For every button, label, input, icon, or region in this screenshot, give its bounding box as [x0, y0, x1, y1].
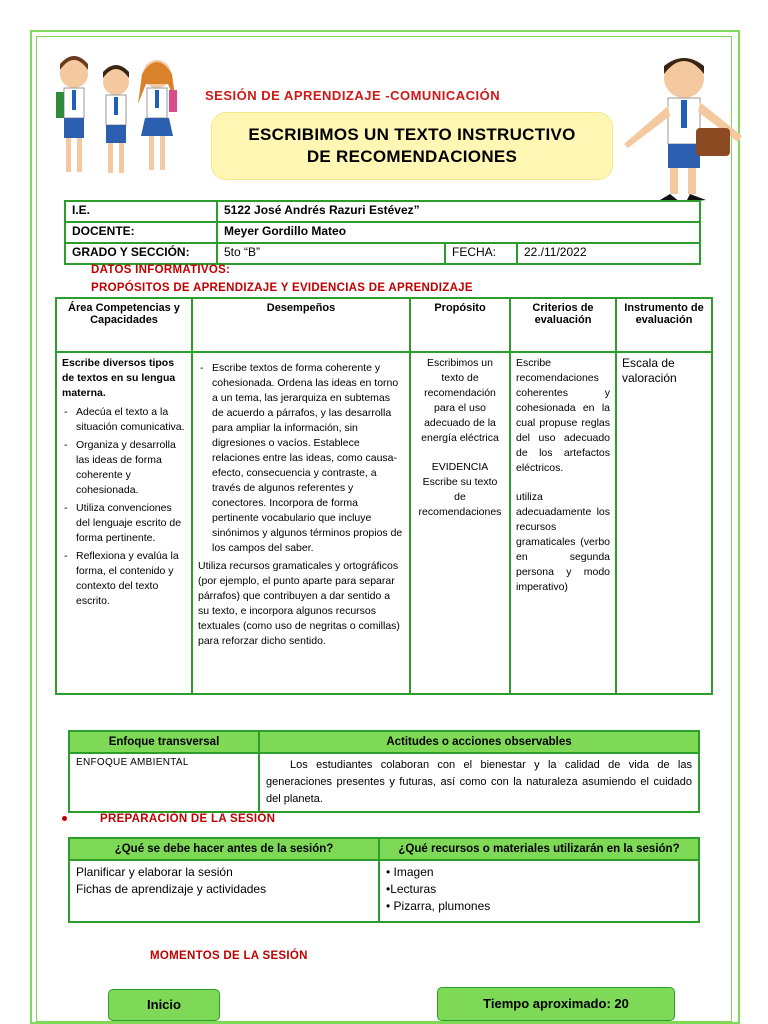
enfoque-value: ENFOQUE AMBIENTAL	[69, 753, 259, 812]
col-proposito: Propósito	[410, 298, 510, 352]
session-title-box	[212, 113, 612, 179]
ie-value: 5122 José Andrés Razuri Estévez”	[217, 201, 700, 222]
capacidad-item: - Organiza y desarrolla las ideas de forma coherente y cohesionada.	[76, 438, 186, 498]
grado-label: GRADO Y SECCIÓN:	[65, 243, 217, 264]
antes-item: Planificar y elaborar la sesión	[76, 865, 233, 879]
preparacion-heading: PREPARACIÓN DE LA SESIÓN	[100, 813, 276, 825]
ie-label: I.E.	[65, 201, 217, 222]
purpose-table	[55, 297, 713, 695]
recurso-item: •Lecturas	[386, 882, 437, 896]
evidencia-text: Escribe su texto de recomendaciones	[418, 476, 502, 518]
criterio-1: Escribe recomendaciones coherentes y cohesionada en la cual propuse reglas del uso adecuado de los artefactos eléctricos.	[516, 357, 610, 474]
students-illustration	[44, 44, 194, 184]
docente-value: Meyer Gordillo Mateo	[217, 222, 700, 243]
recurso-item: • Pizarra, plumones	[386, 899, 491, 913]
recursos-cell	[379, 860, 699, 922]
instrumento-cell: Escala de valoración	[616, 352, 712, 694]
enfoque-table	[68, 730, 700, 813]
col-area: Área Competencias y Capacidades	[56, 298, 192, 352]
capacidad-item: - Utiliza convenciones del lenguaje escrito de forma pertinente.	[76, 501, 186, 546]
recursos-header: ¿Qué recursos o materiales utilizarán en la sesión?	[379, 838, 699, 860]
capacidad-item: - Reflexiona y evalúa la forma, el contenido y contexto del texto escrito.	[76, 549, 186, 609]
desempeno-item: - Escribe textos de forma coherente y cohesionada. Ordena las ideas en torno a un tema, las jerarquiza en subtemas de acuerdo a párrafos, y las desarrolla para ampliar la información, sin digresiones o vacíos. Establece relaciones entre las ideas, como causa-efecto, consecuencia y contraste, a través de algunos referentes y conectores. Incorpora de forma pertinente vocabulario que incluye sinónimos y algunos términos propios de los campos del saber.	[212, 361, 404, 556]
proposito-text: Escribimos un texto de recomendación para el uso adecuado de la energía eléctrica	[421, 357, 499, 444]
session-title-line-1: ESCRIBIMOS UN TEXTO INSTRUCTIVO	[248, 125, 576, 144]
session-subtitle: SESIÓN DE APRENDIZAJE -COMUNICACIÓN	[205, 88, 501, 103]
antes-cell	[69, 860, 379, 922]
criterios-cell	[510, 352, 616, 694]
proposito-cell	[410, 352, 510, 694]
docente-label: DOCENTE:	[65, 222, 217, 243]
fecha-value: 22./11/2022	[517, 243, 700, 264]
session-title-line-2: DE RECOMENDACIONES	[306, 147, 518, 166]
momentos-heading: MOMENTOS DE LA SESIÓN	[150, 950, 308, 962]
info-table	[64, 200, 701, 265]
col-instrumento: Instrumento de evaluación	[616, 298, 712, 352]
inicio-button[interactable]: Inicio	[108, 989, 220, 1021]
desempeno-item-2: Utiliza recursos gramaticales y ortográficos (por ejemplo, el punto aparte para separar párrafos) que contribuyen a dar sentido a su texto, e incorpora algunos recursos textuales (como uso de negritas o comillas) para reforzar dicho sentido.	[198, 560, 400, 647]
recurso-item: • Imagen	[386, 865, 434, 879]
propositos-heading: PROPÓSITOS DE APRENDIZAJE Y EVIDENCIAS DE APRENDIZAJE	[91, 282, 473, 294]
enfoque-header: Enfoque transversal	[69, 731, 259, 753]
actitudes-header: Actitudes o acciones observables	[259, 731, 699, 753]
desempenos-list	[198, 361, 404, 556]
capacidades-list	[62, 405, 186, 609]
datos-heading: DATOS INFORMATIVOS:	[91, 264, 231, 276]
col-desempenos: Desempeños	[192, 298, 410, 352]
antes-item: Fichas de aprendizaje y actividades	[76, 882, 267, 896]
actitudes-value: Los estudiantes colaboran con el bienestar y la calidad de vida de las generaciones presentes y futuras, así como con la naturaleza asumiendo el cuidado del planeta.	[259, 753, 699, 812]
evidencia-label: EVIDENCIA	[431, 461, 489, 473]
grado-value: 5to “B”	[217, 243, 445, 264]
preparation-table	[68, 837, 700, 923]
col-criterios: Criterios de evaluación	[510, 298, 616, 352]
capacidad-item: - Adecúa el texto a la situación comunicativa.	[76, 405, 186, 435]
tiempo-box: Tiempo aproximado: 20	[437, 987, 675, 1021]
criterio-2: utiliza adecuadamente los recursos gramaticales (verbo en segunda persona y modo imperativo)	[516, 491, 610, 593]
antes-header: ¿Qué se debe hacer antes de la sesión?	[69, 838, 379, 860]
boy-illustration	[620, 50, 755, 205]
fecha-label: FECHA:	[445, 243, 517, 264]
desempenos-cell	[192, 352, 410, 694]
competencias-cell	[56, 352, 192, 694]
competencia-title: Escribe diversos tipos de textos en su lengua materna.	[62, 357, 176, 399]
bullet-dot	[62, 816, 67, 821]
